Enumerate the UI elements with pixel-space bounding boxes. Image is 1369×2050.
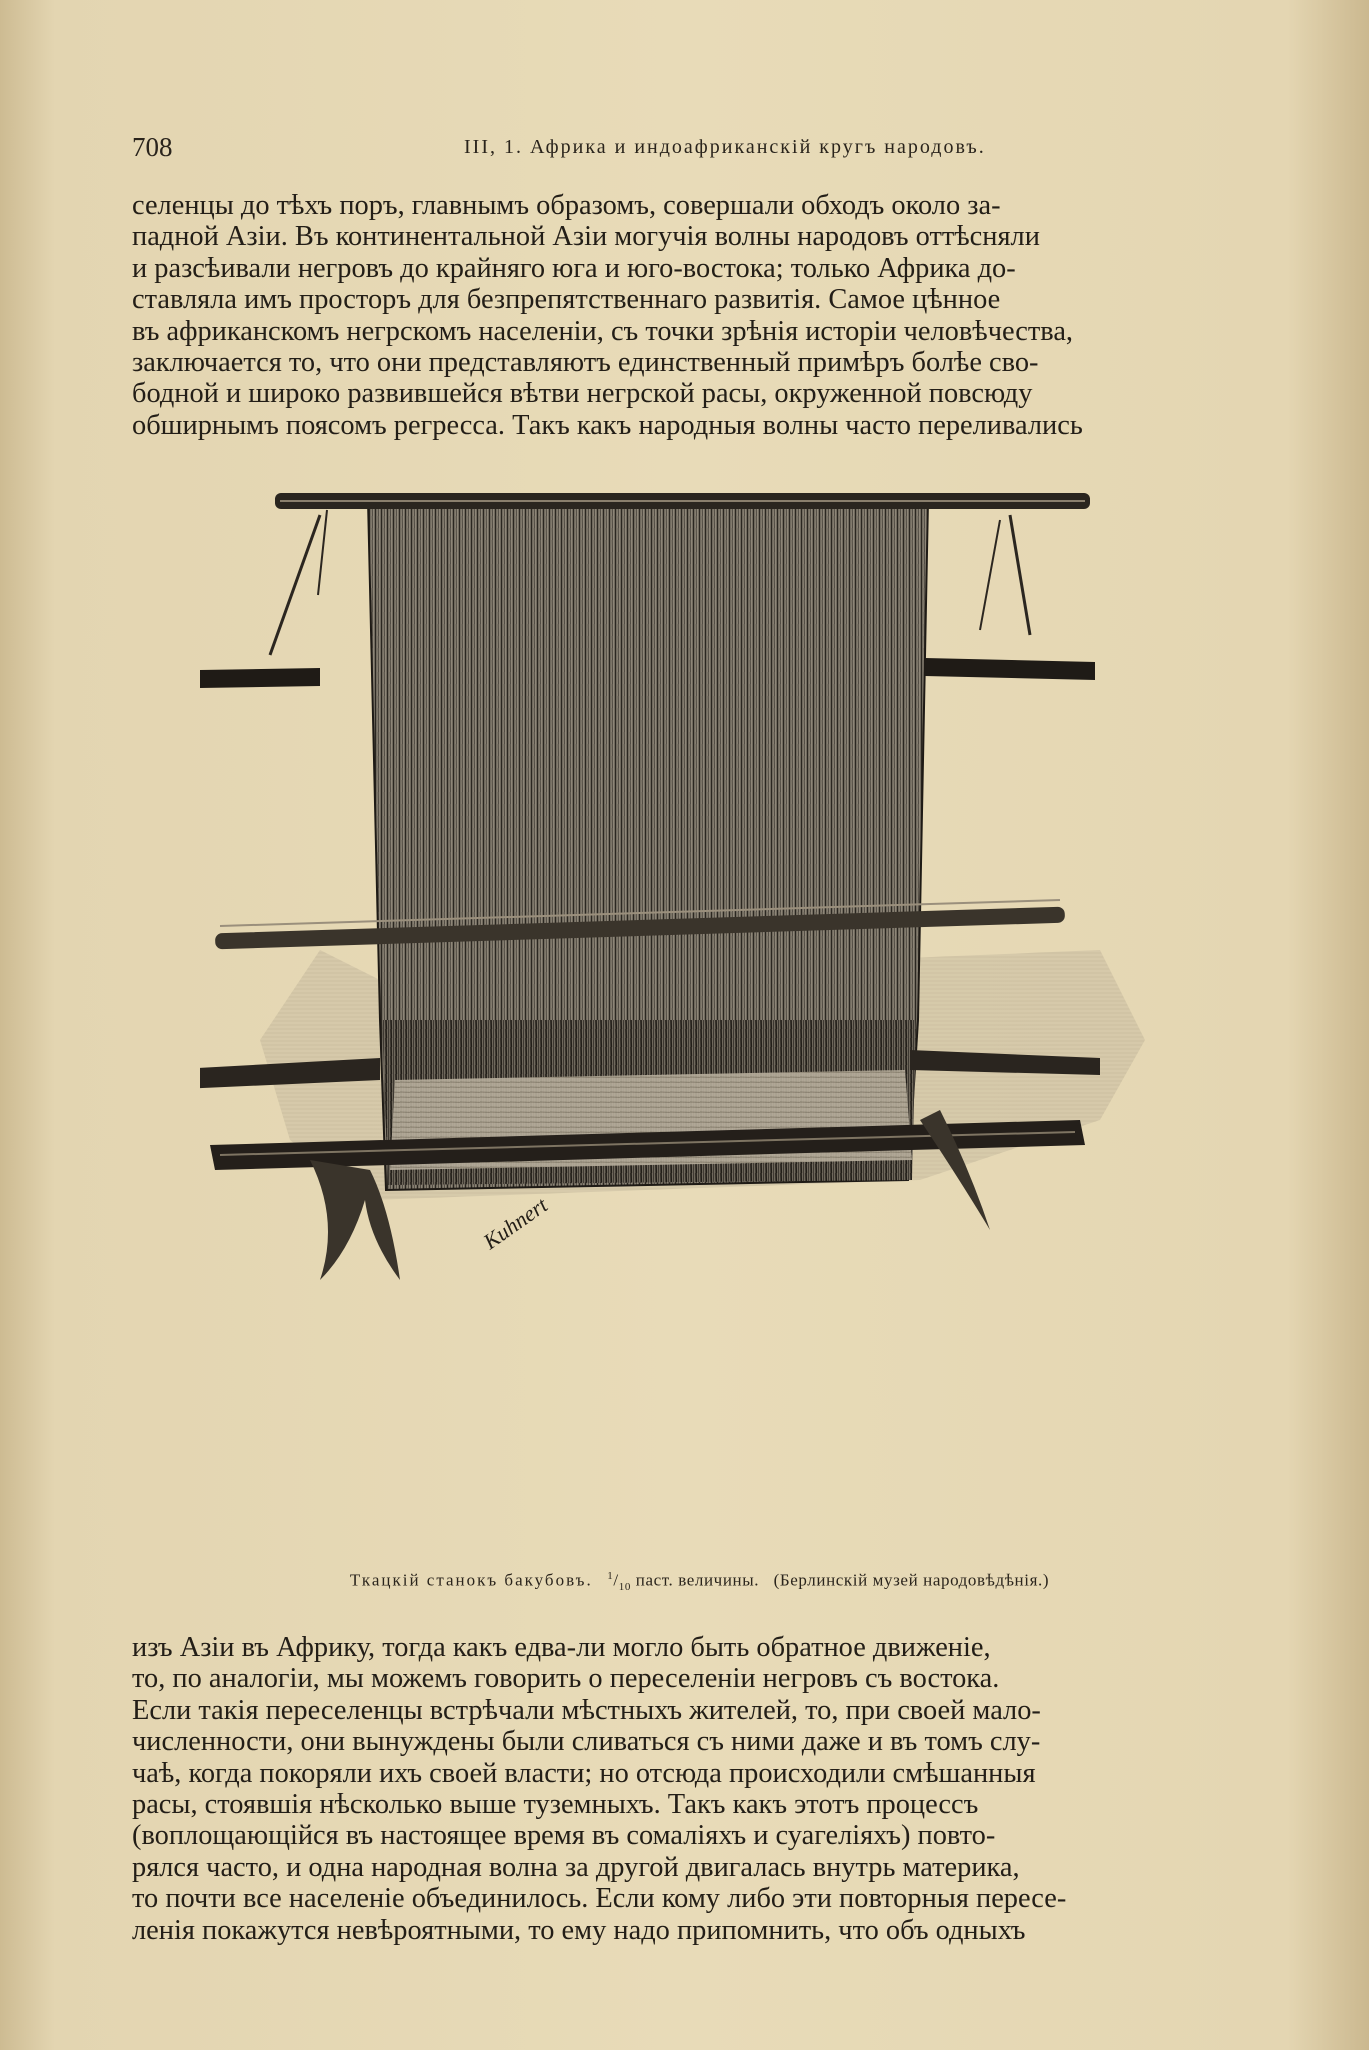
text-line: расы, стоявшія нѣсколько выше туземныхъ. Такъ какъ этотъ процессъ: [132, 1788, 979, 1820]
text-line: численности, они вынуждены были сливаться съ ними даже и въ томъ слу-: [132, 1726, 1041, 1758]
figure-caption: Ткацкій станокъ бакубовъ. $^1/_{10}$ паст. величины. (Берлинскій музей народовѣдѣнія.): [349, 1570, 1050, 1594]
caption-source: (Берлинскій музей народовѣдѣнія.): [773, 1570, 1050, 1590]
right-cord: [980, 520, 1000, 630]
text-line: заключается то, что они представляютъ единственный примѣръ болѣе сво-: [132, 346, 1039, 378]
text-line: бодной и широко развившейся вѣтви негрской расы, окруженной повсюду: [132, 378, 1033, 410]
text-line: (воплощающійся въ настоящее время въ сомаліяхъ и суагеліяхъ) повто-: [132, 1820, 996, 1852]
right-cord: [1010, 515, 1030, 635]
loom-illustration: [200, 480, 1190, 1530]
text-line: въ африканскомъ негрскомъ населеніи, съ точки зрѣнія исторіи человѣчества,: [132, 315, 1074, 347]
text-line: то, по аналогіи, мы можемъ говорить о переселеніи негровъ съ востока.: [132, 1663, 1000, 1695]
left-cord: [318, 510, 327, 595]
running-head: III, 1. Африка и индоафриканскій кругъ народовъ.: [464, 136, 986, 158]
left-cord: [270, 515, 320, 655]
caption-scale-denominator: 10: [618, 1581, 631, 1594]
text-line: обширнымъ поясомъ регресса. Такъ какъ народныя волны часто переливались: [132, 409, 1083, 441]
caption-title: Ткацкій станокъ бакубовъ.: [349, 1570, 593, 1590]
caption-scale-text: паст. величины.: [635, 1570, 760, 1590]
text-line: и разсѣивали негровъ до крайняго юга и юго-востока; только Африка до-: [132, 252, 1016, 284]
text-line: падной Азіи. Въ континентальной Азіи могучія волны народовъ оттѣсняли: [132, 221, 1040, 253]
upper-crossbar: [200, 668, 320, 688]
caption-scale-numerator: 1: [607, 1570, 614, 1582]
text-line: ставляла имъ просторъ для безпрепятственнаго развитія. Самое цѣнное: [132, 284, 1001, 316]
text-line: изъ Азіи въ Африку, тогда какъ едва-ли могло быть обратное движеніе,: [132, 1632, 991, 1663]
artist-signature: Kuhnert: [478, 1192, 552, 1255]
text-line: Если такія переселенцы встрѣчали мѣстныхъ жителей, то, при своей мало-: [132, 1694, 1041, 1726]
page-header: [132, 132, 1272, 172]
bottom-paragraph: [132, 1632, 1267, 1946]
text-line: то почти все населеніе объединилось. Если кому либо эти повторныя пересе-: [132, 1883, 1067, 1915]
text-line: селенцы до тѣхъ поръ, главнымъ образомъ, совершали обходъ около за-: [132, 190, 1001, 221]
text-line: чаѣ, когда покоряли ихъ своей власти; но отсюда происходили смѣшанныя: [132, 1757, 1036, 1789]
page-number: 708: [132, 132, 173, 162]
top-paragraph: [132, 190, 1267, 441]
text-line: рялся часто, и одна народная волна за другой двигалась внутрь материка,: [132, 1851, 1020, 1883]
upper-crossbar: [925, 658, 1095, 680]
text-line: ленія покажутся невѣроятными, то ему надо припомнить, что объ одныхъ: [132, 1914, 1026, 1946]
